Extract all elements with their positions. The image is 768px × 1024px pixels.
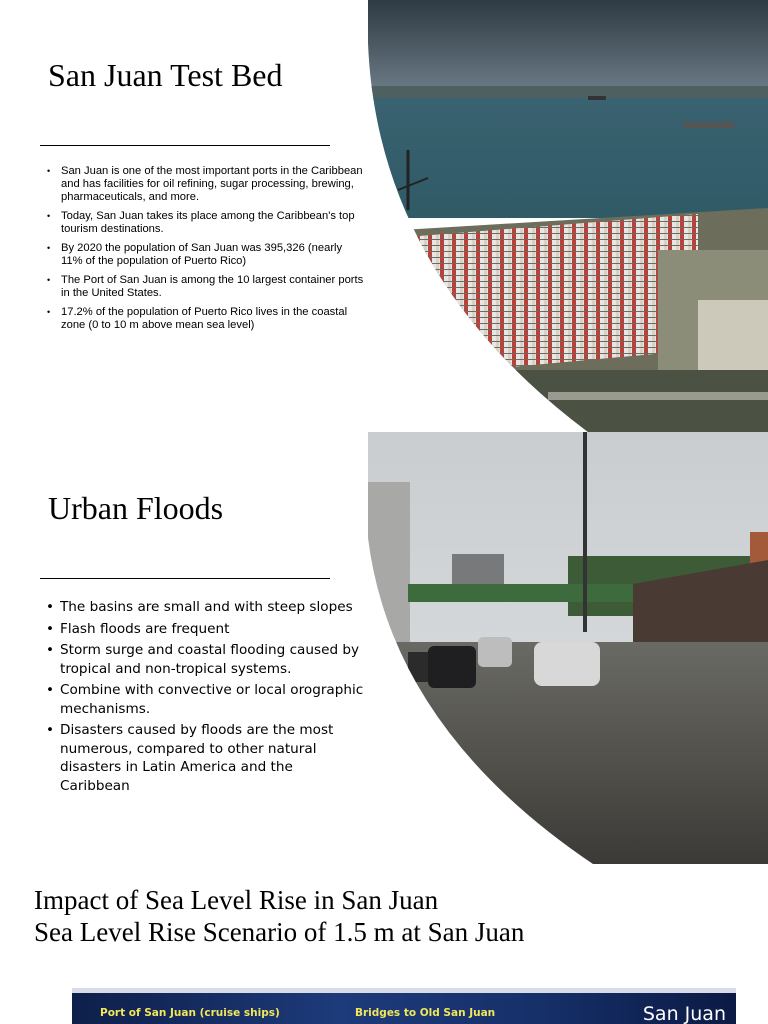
bullet-item: • Storm surge and coastal flooding caused by tropical and non-tropical systems. — [46, 641, 366, 678]
slide-title: San Juan Test Bed — [48, 57, 283, 93]
slide-heading — [34, 884, 524, 948]
heading-line-1: Impact of Sea Level Rise in San Juan — [34, 885, 439, 915]
sea-level-map — [72, 988, 736, 1024]
slide-san-juan-test-bed — [0, 0, 768, 432]
slide-title: Urban Floods — [48, 490, 224, 526]
slide-sea-level-rise — [0, 864, 768, 1024]
title-divider — [40, 578, 330, 579]
map-label-port: Port of San Juan (cruise ships) — [100, 1007, 280, 1019]
bullet-item: • The Port of San Juan is among the 10 largest container ports in the United States. — [46, 274, 366, 300]
bullet-item: • Disasters caused by floods are the most numerous, compared to other natural disasters in Latin America and the Caribbean — [46, 721, 366, 795]
bullet-item: • San Juan is one of the most important ports in the Caribbean and has facilities for oil refining, sugar processing, brewing, pharmaceuticals, and more. — [46, 165, 366, 203]
bullet-item: • 17.2% of the population of Puerto Rico lives in the coastal zone (0 to 10 m above mean sea level) — [46, 306, 366, 332]
map-label-bridges: Bridges to Old San Juan — [355, 1007, 496, 1019]
port-photo — [368, 0, 768, 432]
flood-photo — [368, 432, 768, 864]
bullet-item: • By 2020 the population of San Juan was 395,326 (nearly 11% of the population of Puerto Rico) — [46, 242, 366, 268]
bullet-list — [46, 598, 366, 798]
bullet-item: • Combine with convective or local orographic mechanisms. — [46, 681, 366, 718]
title-divider — [40, 145, 330, 146]
bullet-item: • Today, San Juan takes its place among the Caribbean's top tourism destinations. — [46, 210, 366, 236]
map-label-city: San Juan — [642, 1003, 726, 1024]
slide-urban-floods — [0, 432, 768, 864]
bullet-item: • The basins are small and with steep slopes — [46, 598, 366, 617]
bullet-list — [46, 165, 366, 338]
heading-line-2: Sea Level Rise Scenario of 1.5 m at San Juan — [34, 917, 525, 947]
bullet-item: • Flash floods are frequent — [46, 620, 366, 639]
